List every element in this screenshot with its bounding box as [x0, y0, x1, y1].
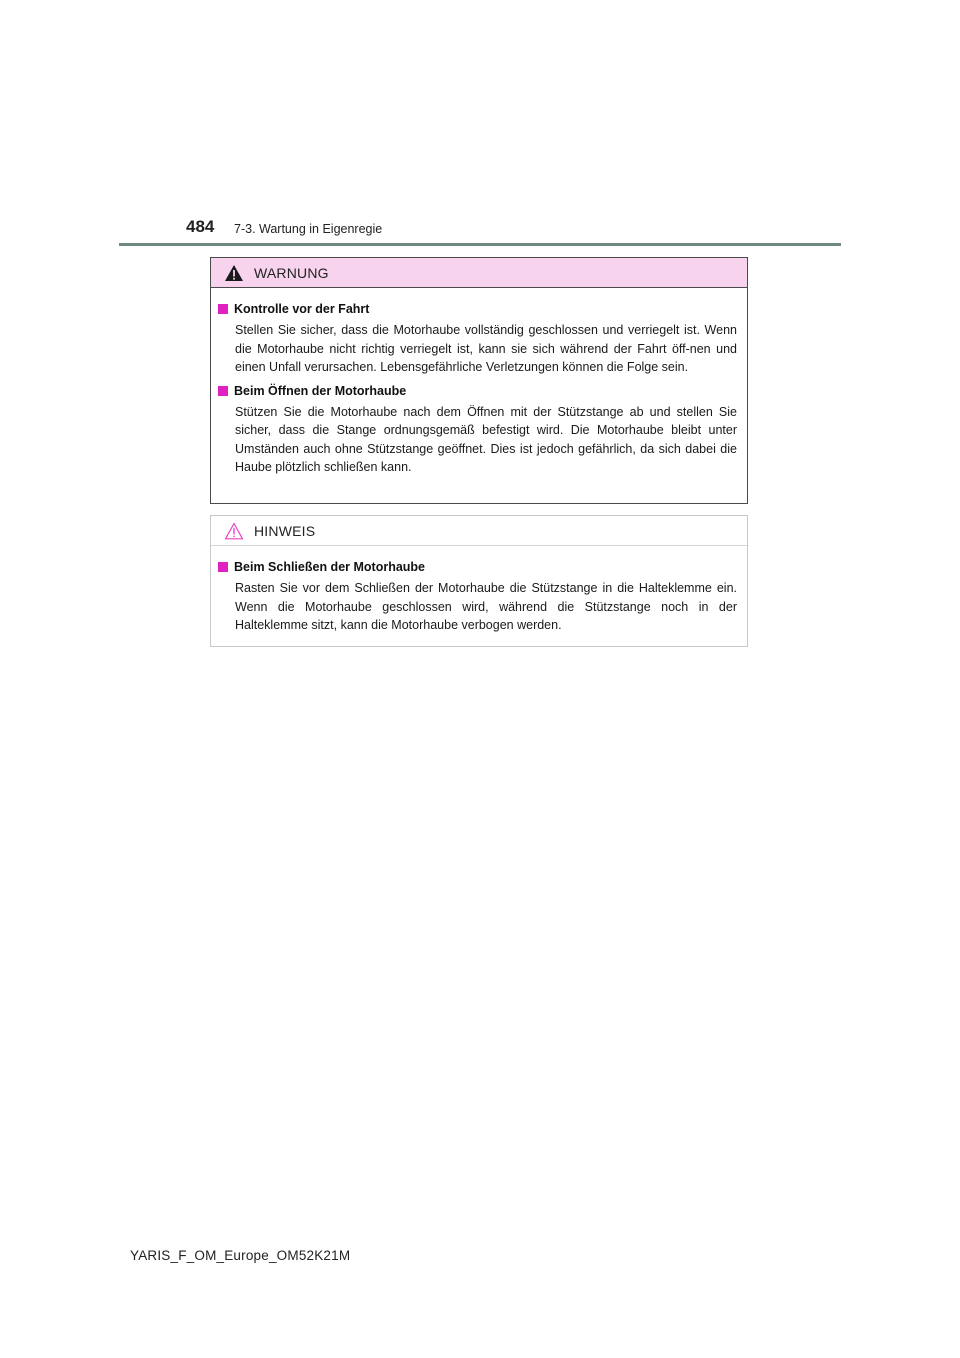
warning-item-title: [218, 383, 737, 399]
warning-box-header: [211, 258, 747, 288]
warning-label: WARNUNG: [254, 265, 329, 281]
warning-triangle-icon: [224, 264, 244, 282]
warning-item-title-text: Kontrolle vor der Fahrt: [234, 302, 370, 316]
header-rule: [119, 243, 841, 246]
hint-label: HINWEIS: [254, 523, 316, 539]
warning-item: [218, 383, 737, 477]
hint-box-header: [211, 516, 747, 546]
footer-document-code: YARIS_F_OM_Europe_OM52K21M: [130, 1248, 351, 1263]
warning-item-title-text: Beim Öffnen der Motorhaube: [234, 383, 407, 398]
bullet-square-icon: [218, 562, 228, 572]
hint-item-title: [218, 559, 737, 575]
warning-box: [210, 257, 748, 504]
warning-box-body: [211, 288, 747, 477]
bullet-square-icon: [218, 304, 228, 314]
warning-item-text: Stellen Sie sicher, dass die Motorhaube vollständig geschlossen und verriegelt ist. Wenn die Motorhaube nicht richtig verriegelt ist, kann sie sich während der Fahrt öff-nen und einen Unfall verursachen. Lebensgefährliche Verletzungen können die Folge sein.: [235, 323, 737, 374]
hint-item-title-text: Beim Schließen der Motorhaube: [234, 560, 426, 574]
section-title: 7-3. Wartung in Eigenregie: [234, 222, 383, 236]
caution-triangle-outline-icon: [224, 522, 244, 540]
hint-box-body: [211, 546, 747, 635]
hint-item-text: Rasten Sie vor dem Schließen der Motorhaube die Stützstange in die Halteklemme ein. Wenn die Motorhaube geschlossen wird, während die Stützstange noch in der Halteklemme sitzt, kann die Motorhaube verbogen werden.: [235, 581, 737, 632]
hint-box: [210, 515, 748, 647]
warning-item: [218, 301, 737, 377]
warning-item-title: [218, 301, 737, 317]
warning-item-text: Stützen Sie die Motorhaube nach dem Öffnen mit der Stützstange ab und stellen Sie sicher, dass die Stange ordnungsgemäß befestigt wird. Die Motorhaube bleibt unter Umständen auch ohne Stützstange geöffnet. Dies ist jedoch gefährlich, da sich dabei die Haube plötzlich schließen kann.: [235, 404, 737, 474]
hint-item: [218, 559, 737, 635]
page-number: 484: [186, 217, 215, 236]
bullet-square-icon: [218, 386, 228, 396]
